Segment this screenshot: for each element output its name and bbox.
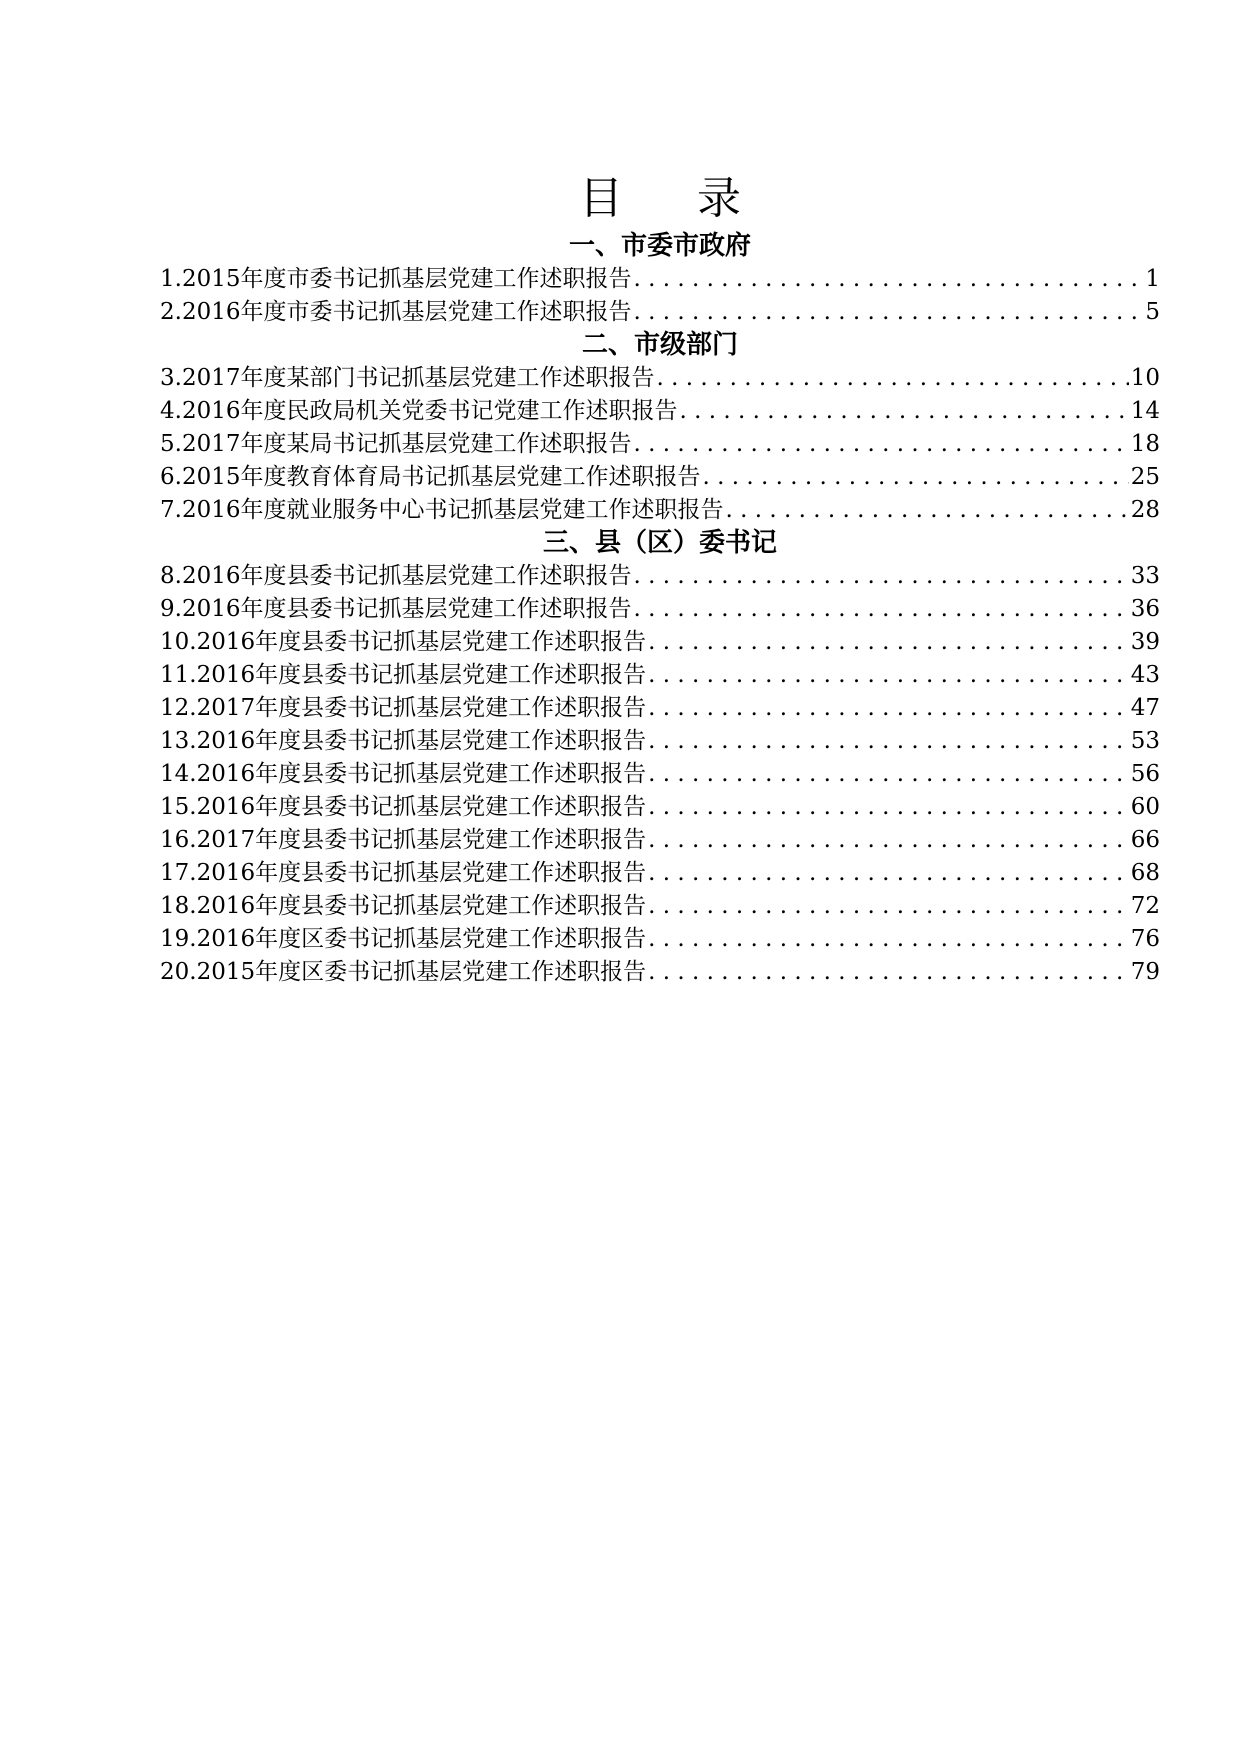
entry-title: 2017年度县委书记抓基层党建工作述职报告 [196, 695, 647, 721]
entry-page-number: 72 [1130, 893, 1160, 919]
entry-number: 16. [160, 827, 197, 853]
section-heading: 三、县（区）委书记 [542, 528, 777, 558]
section-heading: 一、市委市政府 [568, 231, 751, 261]
entry-number: 5. [160, 431, 182, 457]
toc-entry[interactable] [160, 560, 1160, 593]
entry-title: 2016年度县委书记抓基层党建工作述职报告 [181, 563, 632, 589]
toc-entry[interactable] [160, 494, 1160, 527]
entry-title: 2017年度某部门书记抓基层党建工作述职报告 [181, 365, 655, 391]
dot-leader [648, 824, 1129, 857]
entry-number: 18. [160, 893, 197, 919]
entry-title: 2017年度某局书记抓基层党建工作述职报告 [181, 431, 632, 457]
section-heading: 二、市级部门 [581, 330, 738, 360]
entry-title: 2016年度县委书记抓基层党建工作述职报告 [196, 629, 647, 655]
toc-entry[interactable] [160, 362, 1160, 395]
entry-title: 2016年度就业服务中心书记抓基层党建工作述职报告 [181, 497, 724, 523]
entry-number: 4. [160, 398, 182, 424]
entry-page-number: 28 [1130, 497, 1160, 523]
entry-number: 2. [160, 299, 182, 325]
entry-title: 2016年度县委书记抓基层党建工作述职报告 [196, 761, 647, 787]
entry-number: 9. [160, 596, 182, 622]
entry-title: 2016年度民政局机关党委书记党建工作述职报告 [181, 398, 678, 424]
entry-title: 2016年度县委书记抓基层党建工作述职报告 [196, 893, 647, 919]
toc-entry[interactable] [160, 395, 1160, 428]
entry-number: 17. [160, 860, 197, 886]
toc-entry[interactable] [160, 659, 1160, 692]
entry-page-number: 18 [1130, 431, 1160, 457]
entry-page-number: 14 [1130, 398, 1160, 424]
dot-leader [648, 890, 1129, 923]
entry-title: 2016年度县委书记抓基层党建工作述职报告 [196, 794, 647, 820]
entry-number: 6. [160, 464, 182, 490]
dot-leader [648, 923, 1129, 956]
toc-entry[interactable] [160, 956, 1160, 989]
entry-page-number: 47 [1130, 695, 1160, 721]
entry-page-number: 68 [1130, 860, 1160, 886]
entry-number: 1. [160, 266, 182, 292]
entry-number: 13. [160, 728, 197, 754]
entry-page-number: 60 [1130, 794, 1160, 820]
dot-leader [648, 758, 1129, 791]
dot-leader [648, 725, 1129, 758]
entry-number: 8. [160, 563, 182, 589]
toc-entry[interactable] [160, 428, 1160, 461]
toc-entry[interactable] [160, 626, 1160, 659]
entry-title: 2016年度县委书记抓基层党建工作述职报告 [196, 860, 647, 886]
entry-number: 11. [160, 662, 197, 688]
entry-title: 2016年度市委书记抓基层党建工作述职报告 [181, 299, 632, 325]
entry-page-number: 43 [1130, 662, 1160, 688]
toc-entry[interactable] [160, 263, 1160, 296]
dot-leader [703, 461, 1129, 494]
entry-number: 10. [160, 629, 197, 655]
dot-leader [648, 626, 1129, 659]
toc-entry[interactable] [160, 461, 1160, 494]
entry-page-number: 56 [1130, 761, 1160, 787]
toc-entry[interactable] [160, 824, 1160, 857]
dot-leader [648, 692, 1129, 725]
dot-leader [648, 857, 1129, 890]
toc-entry[interactable] [160, 296, 1160, 329]
entry-number: 19. [160, 926, 197, 952]
dot-leader [680, 395, 1129, 428]
toc-entry[interactable] [160, 758, 1160, 791]
table-of-contents [160, 170, 1160, 989]
toc-entry[interactable] [160, 857, 1160, 890]
entry-number: 14. [160, 761, 197, 787]
entry-number: 15. [160, 794, 197, 820]
entry-page-number: 76 [1130, 926, 1160, 952]
dot-leader [634, 296, 1144, 329]
entry-title: 2017年度县委书记抓基层党建工作述职报告 [196, 827, 647, 853]
entry-title: 2016年度县委书记抓基层党建工作述职报告 [196, 662, 647, 688]
entry-title: 2015年度区委书记抓基层党建工作述职报告 [196, 959, 647, 985]
entry-page-number: 36 [1130, 596, 1160, 622]
entry-title: 2016年度县委书记抓基层党建工作述职报告 [181, 596, 632, 622]
entry-title: 2015年度教育体育局书记抓基层党建工作述职报告 [181, 464, 701, 490]
toc-entry[interactable] [160, 890, 1160, 923]
dot-leader [657, 362, 1129, 395]
entry-number: 20. [160, 959, 197, 985]
entry-page-number: 1 [1145, 266, 1160, 292]
entry-page-number: 25 [1130, 464, 1160, 490]
entry-number: 3. [160, 365, 182, 391]
entry-page-number: 66 [1130, 827, 1160, 853]
toc-entry[interactable] [160, 923, 1160, 956]
dot-leader [634, 560, 1129, 593]
toc-entry[interactable] [160, 692, 1160, 725]
entry-number: 12. [160, 695, 197, 721]
dot-leader [634, 263, 1144, 296]
dot-leader [648, 791, 1129, 824]
dot-leader [634, 428, 1129, 461]
toc-entry[interactable] [160, 593, 1160, 626]
dot-leader [648, 956, 1129, 989]
toc-entry[interactable] [160, 725, 1160, 758]
entry-page-number: 53 [1130, 728, 1160, 754]
entry-page-number: 33 [1130, 563, 1160, 589]
toc-title: 目 录 [579, 173, 771, 224]
entry-title: 2016年度区委书记抓基层党建工作述职报告 [196, 926, 647, 952]
entry-title: 2016年度县委书记抓基层党建工作述职报告 [196, 728, 647, 754]
entry-page-number: 39 [1130, 629, 1160, 655]
entry-page-number: 79 [1130, 959, 1160, 985]
entry-page-number: 10 [1130, 365, 1160, 391]
entry-title: 2015年度市委书记抓基层党建工作述职报告 [181, 266, 632, 292]
toc-entry[interactable] [160, 791, 1160, 824]
dot-leader [726, 494, 1129, 527]
entry-number: 7. [160, 497, 182, 523]
dot-leader [634, 593, 1129, 626]
entry-page-number: 5 [1145, 299, 1160, 325]
dot-leader [648, 659, 1129, 692]
